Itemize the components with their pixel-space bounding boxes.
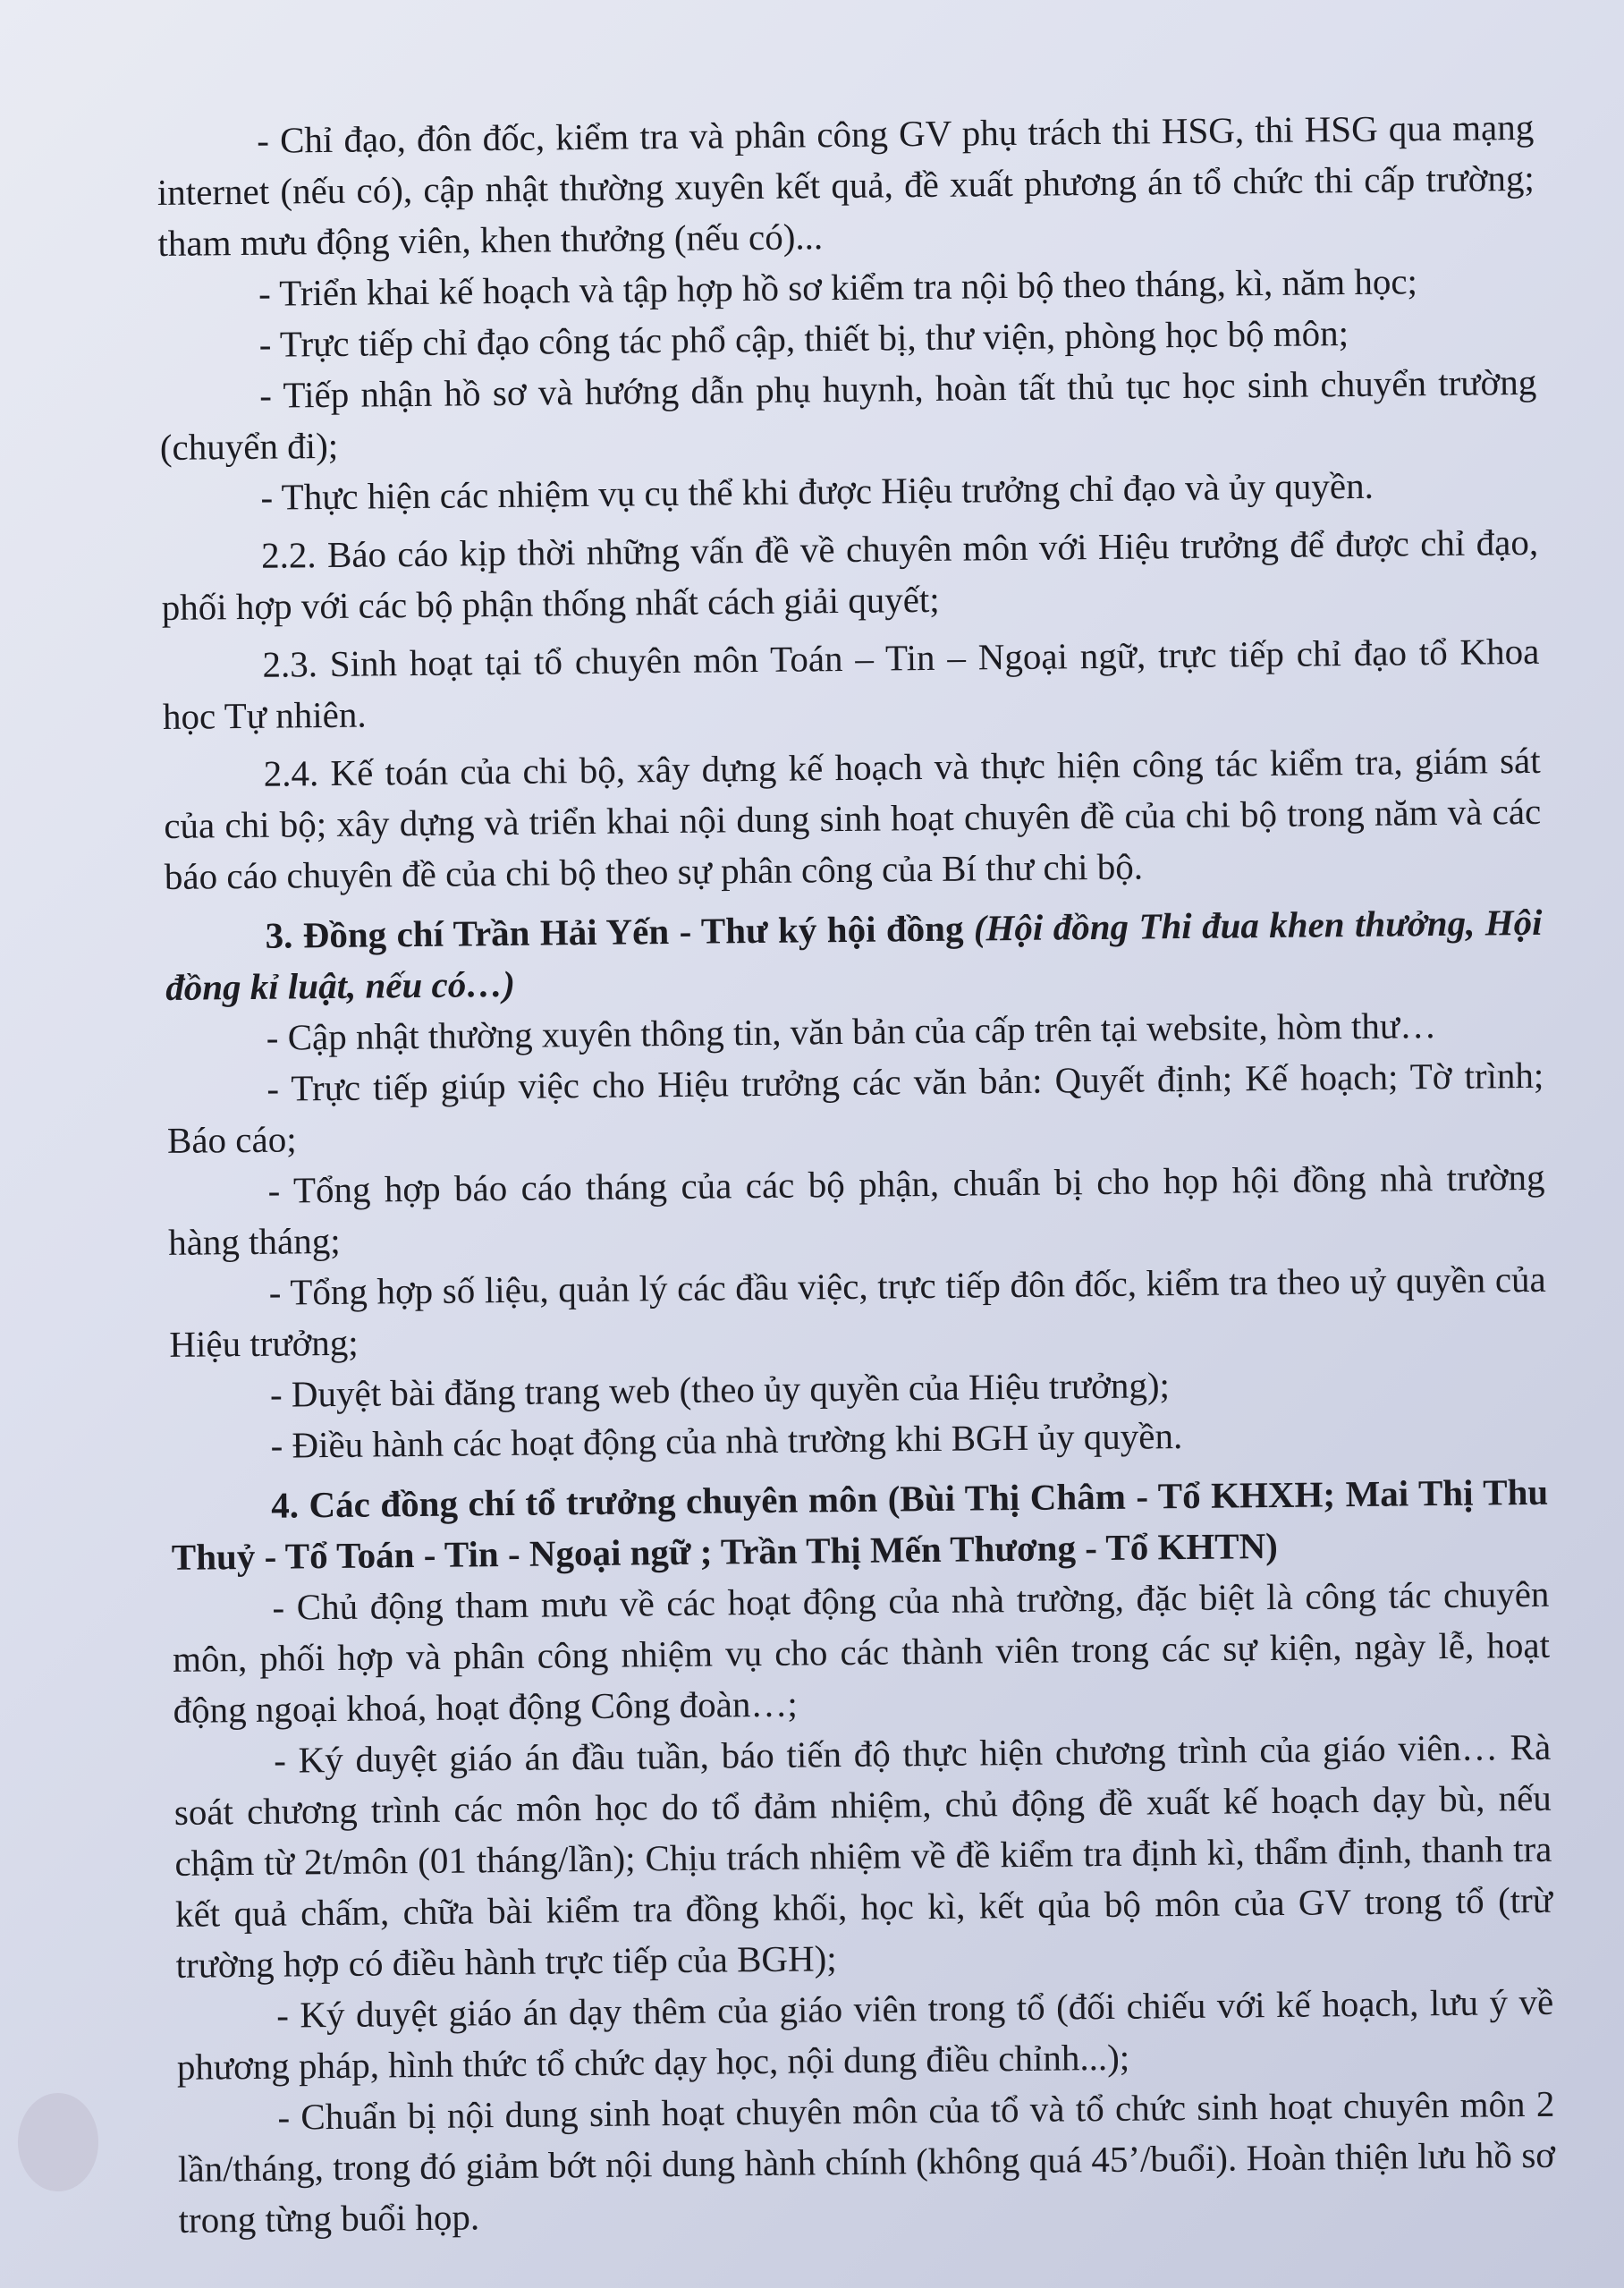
bullet-4-4: - Chuẩn bị nội dung sinh hoạt chuyên môn của tổ và tổ chức sinh hoạt chuyên môn 2 lần/tháng, trong đó giảm bớt nội dung hành chính (không quá 45’/buổi). Hoàn thiện lưu hồ sơ trong từng buổi họp. xyxy=(177,2082,1556,2241)
bullet-2-5: - Thực hiện các nhiệm vụ cụ thể khi được Hiệu trưởng chỉ đạo và ủy quyền. xyxy=(260,464,1374,518)
bullet-3-1: - Cập nhật thường xuyên thông tin, văn bản của cấp trên tại website, hòm thư… xyxy=(266,1004,1437,1058)
bullet-3-6: - Điều hành các hoạt động của nhà trường khi BGH ủy quyền. xyxy=(270,1415,1183,1466)
bullet-3-5: - Duyệt bài đăng trang web (theo ủy quyền của Hiệu trưởng); xyxy=(269,1364,1171,1415)
section-3-heading-italic: (Hội đồng Thi đua khen thưởng, Hội đồng kỉ luật, nếu có…) xyxy=(165,901,1543,1008)
section-3-heading-bold: 3. Đồng chí Trần Hải Yến - Thư ký hội đồng xyxy=(265,907,975,956)
bullet-4-3: - Ký duyệt giáo án dạy thêm của giáo viên trong tổ (đối chiếu với kế hoạch, lưu ý về phương pháp, hình thức tổ chức dạy học, nội dung điều chỉnh...); xyxy=(176,1980,1554,2088)
section-4-heading: 4. Các đồng chí tổ trưởng chuyên môn (Bùi Thị Châm - Tổ KHXH; Mai Thị Thu Thuỷ - Tổ Toán - Tin - Ngoại ngữ ; Trần Thị Mến Thương - Tổ KHTN) xyxy=(171,1470,1549,1578)
item-2-2: 2.2. Báo cáo kịp thời những vấn đề về chuyên môn với Hiệu trưởng để được chỉ đạo, phối hợp với các bộ phận thống nhất cách giải quyết; xyxy=(161,521,1539,628)
section-3-heading xyxy=(165,897,1543,1013)
page-smudge xyxy=(18,2093,98,2191)
document-page xyxy=(156,102,1556,2246)
item-2-4: 2.4. Kế toán của chi bộ, xây dựng kế hoạch và thực hiện công tác kiểm tra, giám sát của chi bộ; xây dựng và triển khai nội dung sinh hoạt chuyên đề của chi bộ trong năm và các báo cáo chuyên đề của chi bộ theo sự phân công của Bí thư chi bộ. xyxy=(164,739,1542,897)
bullet-3-2: - Trực tiếp giúp việc cho Hiệu trưởng các văn bản: Quyết định; Kế hoạch; Tờ trình; Báo cáo; xyxy=(166,1054,1544,1161)
bullet-3-4: - Tổng hợp số liệu, quản lý các đầu việc, trực tiếp đôn đốc, kiểm tra theo uỷ quyền của Hiệu trưởng; xyxy=(169,1258,1546,1365)
bullet-2-3: - Trực tiếp chỉ đạo công tác phổ cập, thiết bị, thư viện, phòng học bộ môn; xyxy=(258,312,1349,365)
bullet-2-2: - Triển khai kế hoạch và tập hợp hồ sơ kiểm tra nội bộ theo tháng, kì, năm học; xyxy=(258,260,1418,314)
bullet-4-1: - Chủ động tham mưu về các hoạt động của nhà trường, đặc biệt là công tác chuyên môn, phối hợp và phân công nhiệm vụ cho các thành viên trong các sự kiện, ngày lễ, hoạt động ngoại khoá, hoạt động Công đoàn…; xyxy=(172,1572,1551,1731)
bullet-2-4: - Tiếp nhận hồ sơ và hướng dẫn phụ huynh, hoàn tất thủ tục học sinh chuyển trường (chuyển đi); xyxy=(159,360,1537,468)
item-2-3: 2.3. Sinh hoạt tại tổ chuyên môn Toán – Tin – Ngoại ngữ, trực tiếp chỉ đạo tổ Khoa học Tự nhiên. xyxy=(162,630,1540,737)
bullet-2-1: - Chỉ đạo, đôn đốc, kiểm tra và phân công GV phụ trách thi HSG, thi HSG qua mạng internet (nếu có), cập nhật thường xuyên kết quả, đề xuất phương án tổ chức thi cấp trường; tham mưu động viên, khen thưởng (nếu có)... xyxy=(156,106,1535,264)
bullet-3-3: - Tổng hợp báo cáo tháng của các bộ phận, chuẩn bị cho họp hội đồng nhà trường hàng tháng; xyxy=(167,1156,1545,1263)
bullet-4-2: - Ký duyệt giáo án đầu tuần, báo tiến độ thực hiện chương trình của giáo viên… Rà soát chương trình các môn học do tổ đảm nhiệm, chủ động đề xuất kế hoạch dạy bù, nếu chậm từ 2t/môn (01 tháng/lần); Chịu trách nhiệm về đề kiểm tra định kì, thẩm định, thanh tra kết quả chấm, chữa bài kiểm tra đồng khối, học kì, kết qủa bộ môn của GV trong tổ (trừ trường hợp có điều hành trực tiếp của BGH); xyxy=(173,1725,1553,1986)
